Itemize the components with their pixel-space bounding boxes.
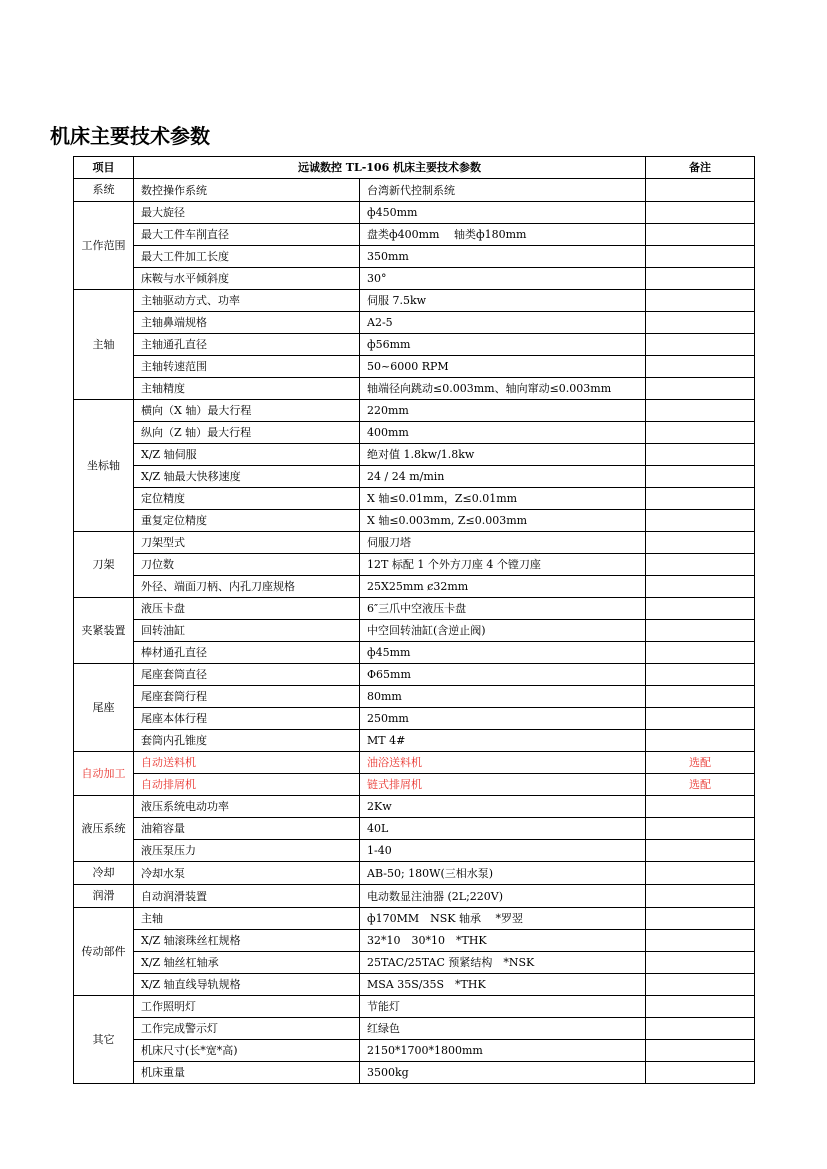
category-cell: 冷却 [74,862,134,885]
param-name-cell: 横向（X 轴）最大行程 [134,400,360,422]
table-row [74,818,755,840]
table-row [74,885,755,908]
param-name-cell: 自动送料机 [134,752,360,774]
param-name-cell: 液压卡盘 [134,598,360,620]
param-name-cell: 纵向（Z 轴）最大行程 [134,422,360,444]
remark-cell [646,378,755,400]
remark-cell [646,422,755,444]
param-name-cell: 自动润滑装置 [134,885,360,908]
param-name-cell: 床鞍与水平倾斜度 [134,268,360,290]
param-value-cell: ф45mm [360,642,646,664]
category-cell: 尾座 [74,664,134,752]
param-name-cell: 最大旋径 [134,202,360,224]
remark-cell [646,488,755,510]
param-value-cell: 50~6000 RPM [360,356,646,378]
page-title: 机床主要技术参数 [50,124,210,148]
param-value-cell: 12T 标配 1 个外方刀座 4 个镗刀座 [360,554,646,576]
param-name-cell: 主轴精度 [134,378,360,400]
table-row [74,598,755,620]
table-row [74,840,755,862]
param-value-cell: 节能灯 [360,996,646,1018]
param-value-cell: 2150*1700*1800mm [360,1040,646,1062]
remark-cell [646,554,755,576]
remark-cell [646,290,755,312]
param-name-cell: X/Z 轴直线导轨规格 [134,974,360,996]
category-cell: 自动加工 [74,752,134,796]
remark-cell [646,908,755,930]
param-name-cell: 外径、端面刀柄、内孔刀座规格 [134,576,360,598]
param-value-cell: 2Kw [360,796,646,818]
param-name-cell: 机床尺寸(长*宽*高) [134,1040,360,1062]
remark-cell [646,444,755,466]
category-cell: 其它 [74,996,134,1084]
remark-cell [646,885,755,908]
param-value-cell: 绝对值 1.8kw/1.8kw [360,444,646,466]
category-cell: 传动部件 [74,908,134,996]
param-name-cell: X/Z 轴滚珠丝杠规格 [134,930,360,952]
param-name-cell: 机床重量 [134,1062,360,1084]
param-value-cell: 80mm [360,686,646,708]
remark-cell [646,686,755,708]
param-value-cell: 伺服 7.5kw [360,290,646,312]
category-cell: 主轴 [74,290,134,400]
table-row [74,532,755,554]
remark-cell [646,620,755,642]
param-value-cell: 25TAC/25TAC 预紧结构 *NSK [360,952,646,974]
table-row [74,664,755,686]
param-value-cell: ф450mm [360,202,646,224]
param-value-cell: 轴端径向跳动≤0.003mm、轴向窜动≤0.003mm [360,378,646,400]
table-row [74,466,755,488]
param-name-cell: 主轴通孔直径 [134,334,360,356]
param-value-cell: X 轴≤0.01mm，Z≤0.01mm [360,488,646,510]
table-row [74,686,755,708]
table-row [74,730,755,752]
remark-cell [646,996,755,1018]
table-row [74,378,755,400]
category-cell: 坐标轴 [74,400,134,532]
param-name-cell: 主轴转速范围 [134,356,360,378]
table-row [74,312,755,334]
table-row [74,774,755,796]
table-row [74,400,755,422]
param-value-cell: 400mm [360,422,646,444]
remark-cell [646,730,755,752]
param-name-cell: 油箱容量 [134,818,360,840]
remark-cell [646,312,755,334]
param-name-cell: 重复定位精度 [134,510,360,532]
remark-cell [646,1062,755,1084]
param-value-cell: 伺服刀塔 [360,532,646,554]
table-row [74,488,755,510]
table-row [74,862,755,885]
param-name-cell: 回转油缸 [134,620,360,642]
table-row [74,510,755,532]
table-row [74,796,755,818]
table-row [74,620,755,642]
param-value-cell: 1-40 [360,840,646,862]
table-row [74,752,755,774]
param-value-cell: 6″三爪中空液压卡盘 [360,598,646,620]
table-row [74,930,755,952]
param-name-cell: 最大工件车削直径 [134,224,360,246]
param-value-cell: 油浴送料机 [360,752,646,774]
param-name-cell: 工作照明灯 [134,996,360,1018]
param-value-cell: 350mm [360,246,646,268]
remark-cell [646,532,755,554]
remark-cell [646,179,755,202]
param-name-cell: X/Z 轴最大快移速度 [134,466,360,488]
category-cell: 液压系统 [74,796,134,862]
remark-cell [646,598,755,620]
table-row [74,708,755,730]
param-value-cell: MT 4# [360,730,646,752]
remark-cell [646,202,755,224]
remark-cell [646,974,755,996]
remark-cell [646,224,755,246]
table-row [74,952,755,974]
param-name-cell: 尾座本体行程 [134,708,360,730]
param-value-cell: Φ65mm [360,664,646,686]
param-value-cell: 40L [360,818,646,840]
param-name-cell: X/Z 轴伺服 [134,444,360,466]
param-value-cell: 25X25mm ȼ32mm [360,576,646,598]
remark-cell [646,356,755,378]
param-name-cell: 主轴 [134,908,360,930]
param-name-cell: 定位精度 [134,488,360,510]
param-name-cell: 主轴驱动方式、功率 [134,290,360,312]
table-row [74,642,755,664]
table-row [74,334,755,356]
table-row [74,422,755,444]
param-name-cell: 数控操作系统 [134,179,360,202]
table-row [74,290,755,312]
param-name-cell: 最大工件加工长度 [134,246,360,268]
table-header-row [74,157,755,179]
param-value-cell: 30° [360,268,646,290]
param-value-cell: 220mm [360,400,646,422]
param-name-cell: X/Z 轴丝杠轴承 [134,952,360,974]
category-cell: 工作范围 [74,202,134,290]
remark-cell [646,576,755,598]
param-name-cell: 尾座套筒行程 [134,686,360,708]
remark-cell [646,818,755,840]
header-params: 远诚数控 TL-106 机床主要技术参数 [134,157,646,179]
param-name-cell: 液压系统电动功率 [134,796,360,818]
category-cell: 夹紧装置 [74,598,134,664]
remark-cell [646,1040,755,1062]
remark-cell: 选配 [646,752,755,774]
remark-cell [646,952,755,974]
remark-cell [646,334,755,356]
table-row [74,356,755,378]
param-value-cell: 24 / 24 m/min [360,466,646,488]
remark-cell [646,664,755,686]
param-name-cell: 刀位数 [134,554,360,576]
header-remark: 备注 [646,157,755,179]
remark-cell [646,708,755,730]
param-value-cell: 250mm [360,708,646,730]
param-name-cell: 液压泵压力 [134,840,360,862]
param-name-cell: 套筒内孔锥度 [134,730,360,752]
param-value-cell: AB-50; 180W(三相水泵) [360,862,646,885]
category-cell: 系统 [74,179,134,202]
remark-cell [646,246,755,268]
param-value-cell: A2-5 [360,312,646,334]
table-row [74,554,755,576]
remark-cell [646,642,755,664]
param-name-cell: 冷却水泵 [134,862,360,885]
table-row [74,996,755,1018]
table-row [74,444,755,466]
table-row [74,224,755,246]
param-value-cell: 红绿色 [360,1018,646,1040]
table-row [74,908,755,930]
header-item: 项目 [74,157,134,179]
param-value-cell: 中空回转油缸(含逆止阀) [360,620,646,642]
remark-cell [646,466,755,488]
remark-cell [646,400,755,422]
table-row [74,268,755,290]
param-name-cell: 尾座套筒直径 [134,664,360,686]
param-name-cell: 棒材通孔直径 [134,642,360,664]
param-value-cell: 台湾新代控制系统 [360,179,646,202]
param-name-cell: 刀架型式 [134,532,360,554]
param-name-cell: 工作完成警示灯 [134,1018,360,1040]
param-name-cell: 自动排屑机 [134,774,360,796]
param-value-cell: ф56mm [360,334,646,356]
remark-cell [646,930,755,952]
table-row [74,1062,755,1084]
table-row [74,974,755,996]
param-value-cell: 链式排屑机 [360,774,646,796]
table-row [74,576,755,598]
param-value-cell: X 轴≤0.003mm, Z≤0.003mm [360,510,646,532]
table-row [74,202,755,224]
spec-table-body [74,157,755,1084]
remark-cell [646,862,755,885]
spec-table [73,156,755,1084]
param-value-cell: 电动数显注油器 (2L;220V) [360,885,646,908]
category-cell: 刀架 [74,532,134,598]
remark-cell [646,840,755,862]
param-value-cell: MSA 35S/35S *THK [360,974,646,996]
category-cell: 润滑 [74,885,134,908]
remark-cell [646,796,755,818]
table-row [74,246,755,268]
param-value-cell: ф170MM NSK 轴承 *罗翌 [360,908,646,930]
table-row [74,179,755,202]
remark-cell [646,268,755,290]
table-row [74,1018,755,1040]
table-row [74,1040,755,1062]
remark-cell [646,1018,755,1040]
param-value-cell: 32*10 30*10 *THK [360,930,646,952]
param-value-cell: 盘类ф400mm 轴类ф180mm [360,224,646,246]
param-value-cell: 3500kg [360,1062,646,1084]
remark-cell: 选配 [646,774,755,796]
remark-cell [646,510,755,532]
param-name-cell: 主轴鼻端规格 [134,312,360,334]
